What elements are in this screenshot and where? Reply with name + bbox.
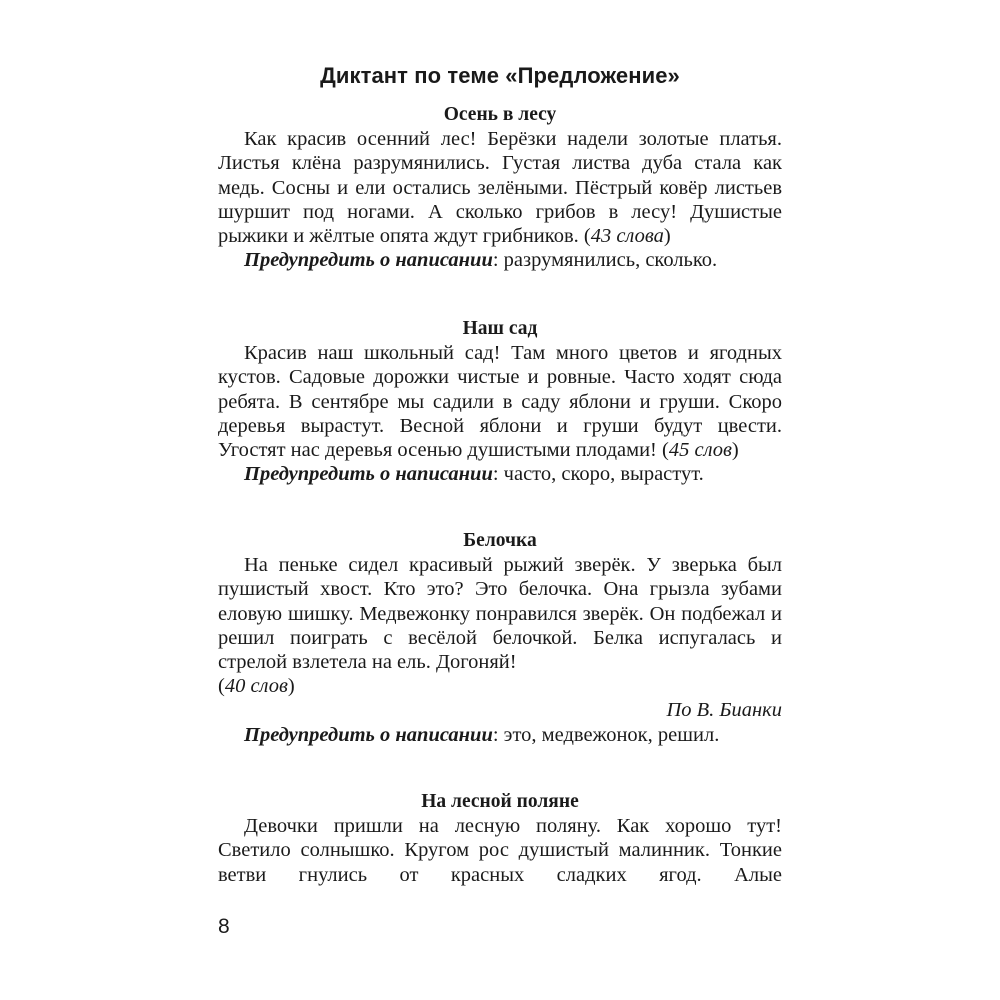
page-number: 8 — [218, 915, 230, 938]
word-count: 43 слова — [590, 225, 664, 248]
dictation-text: Как красив осенний лес! Берёзки надели золотые платья. Листья клёна разрумянились. Густая листва дуба стала как медь. Сосны и ели остались зелёными. Пёстрый ковёр листьев шуршит под ногами. А сколько грибов в лесу! Душистые рыжики и жёлтые опята ждут грибников. (43 слова) — [218, 128, 782, 248]
dictation-body: Как красив осенний лес! Берёзки надели золотые платья. Листья клёна разрумянились. Густая листва дуба стала как медь. Сосны и ели остались зелёными. Пёстрый ковёр листьев шуршит под ногами. А сколько грибов в лесу! Душистые рыжики и жёлтые опята ждут грибников. — [218, 128, 782, 248]
word-count: 40 слов — [224, 675, 288, 698]
warning-words: : это, медвежонок, решил. — [492, 723, 720, 746]
warning-label: Предупредить о написании — [244, 249, 493, 272]
word-count-line: (40 слов) — [218, 675, 295, 698]
dictation-body: Красив наш школьный сад! Там много цветов и ягодных кустов. Садовые дорожки чистые и ровные. Часто ходят сюда ребята. В сентябре мы садили в саду яблони и груши. Скоро деревья вырастут. Весной яблони и груши будут цвести. Угостят нас деревья осенью душистыми плодами! — [218, 342, 782, 462]
warning-words: : разрумянились, сколько. — [492, 249, 718, 272]
section-heading: Белочка — [463, 530, 537, 551]
section-belochka — [218, 529, 782, 747]
warning-words: : часто, скоро, вырастут. — [492, 463, 704, 486]
section-heading: Наш сад — [462, 318, 538, 339]
section-heading: Осень в лесу — [443, 104, 557, 125]
warning-label: Предупредить о написании — [244, 723, 493, 746]
spelling-warning — [218, 723, 782, 747]
warning-label: Предупредить о написании — [244, 463, 493, 486]
section-osen-v-lesu — [218, 103, 782, 272]
spelling-warning — [218, 248, 782, 272]
page-title: Диктант по теме «Предложение» — [320, 63, 680, 88]
section-heading: На лесной поляне — [421, 791, 579, 812]
dictation-body: На пеньке сидел красивый рыжий зверёк. У зверька был пушистый хвост. Кто это? Это белочка. Она грызла зубами еловую шишку. Медвежонку понравился зверёк. Он подбежал и решил поиграть с весёлой белочкой. Белка испугалась и стрелой взлетела на ель. Догоняй! — [218, 554, 782, 674]
spelling-warning — [218, 462, 782, 486]
section-nash-sad — [218, 317, 782, 486]
dictation-text: Девочки пришли на лесную поляну. Как хорошо тут! Светило солнышко. Кругом рос душистый малинник. Тонкие ветви гнулись от красных сладких ягод. Алые — [218, 815, 782, 886]
dictation-text — [218, 553, 782, 674]
dictation-text: Красив наш школьный сад! Там много цветов и ягодных кустов. Садовые дорожки чистые и ровные. Часто ходят сюда ребята. В сентябре мы садили в саду яблони и груши. Скоро деревья вырастут. Весной яблони и груши будут цвести. Угостят нас деревья осенью душистыми плодами! (45 слов) — [218, 342, 782, 462]
author-attribution: По В. Бианки — [666, 699, 782, 722]
word-count: 45 слов — [668, 439, 732, 462]
section-na-lesnoy-polyane — [218, 790, 782, 887]
